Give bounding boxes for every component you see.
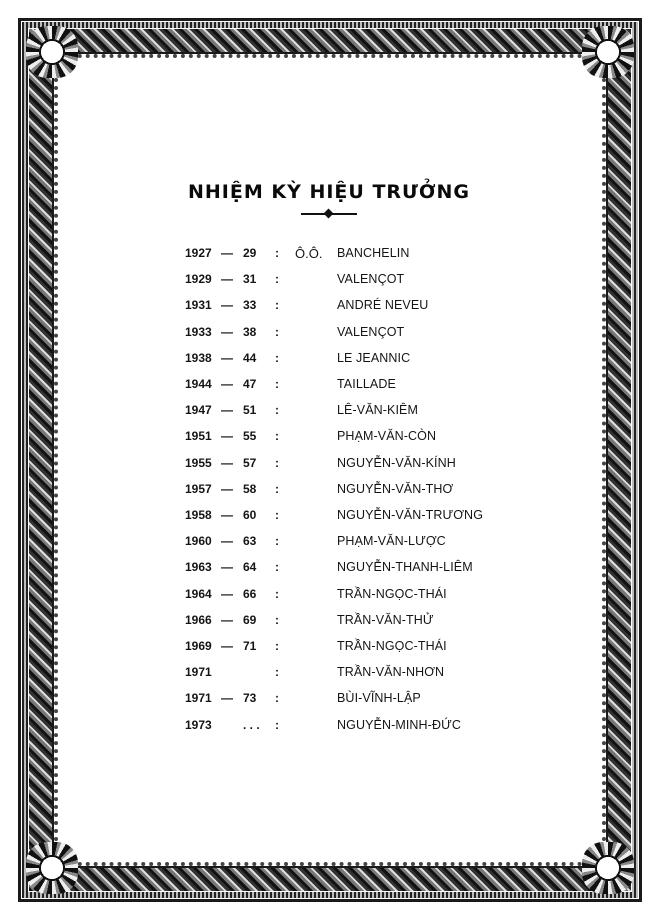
roster-start: 1933 [185, 324, 212, 339]
roster-end: 66 [243, 586, 257, 601]
roster-start: 1944 [185, 377, 212, 391]
roster-end: . . . [243, 717, 260, 732]
roster-end: 47 [243, 377, 257, 391]
roster-colon: : [275, 639, 279, 653]
roster-start: 1969 [185, 639, 212, 653]
roster-end: 51 [243, 403, 257, 418]
roster-name: TRẦN-NGỌC-THÁI [337, 586, 447, 601]
roster-dash: — [221, 586, 233, 601]
roster-row [63, 508, 595, 528]
roster-row [63, 718, 595, 738]
roster-name: NGUYỄN-THANH-LIÊM [337, 560, 473, 575]
roster-colon: : [275, 272, 279, 287]
roster-name: NGUYỄN-VĂN-TRƯƠNG [337, 508, 484, 522]
roster-dash: — [221, 639, 233, 653]
roster-end: 73 [243, 691, 257, 706]
roster-dash: — [221, 350, 233, 365]
roster-dash: — [221, 403, 233, 418]
roster-start: 1958 [185, 508, 212, 522]
roster-end: 38 [243, 324, 257, 339]
roster-name: ANDRÉ NEVEU [337, 298, 429, 313]
roster-row [63, 613, 595, 633]
roster-colon: : [275, 691, 279, 706]
roster-dash: — [221, 324, 233, 339]
roster-start: 1971 [185, 691, 212, 706]
roster-name: PHẠM-VĂN-LƯỢC [337, 534, 446, 549]
roster-row [63, 456, 595, 476]
roster-start: 1971 [185, 665, 212, 680]
roster-name: BÙI-VĨNH-LẬP [337, 691, 421, 706]
roster-name: PHẠM-VĂN-CÒN [337, 429, 437, 444]
roster-colon: : [275, 560, 279, 575]
roster-name: TRẦN-VĂN-THỬ [337, 612, 434, 627]
roster-start: 1973 [185, 717, 212, 732]
roster-colon: : [275, 350, 279, 365]
roster-end: 29 [243, 246, 257, 260]
roster-end: 58 [243, 481, 257, 496]
roster-row [63, 246, 595, 266]
roster-row [63, 587, 595, 607]
roster-end: 60 [243, 508, 257, 522]
roster-name: NGUYỄN-VĂN-THƠ [337, 481, 454, 496]
roster-row [63, 272, 595, 292]
roster-end: 69 [243, 612, 257, 627]
roster-name: TRẦN-VĂN-NHƠN [337, 665, 445, 680]
page-title: NHIỆM KỲ HIỆU TRƯỞNG [187, 181, 471, 203]
roster-colon: : [275, 246, 279, 260]
roster-dash: — [221, 246, 233, 260]
roster-dash: — [221, 508, 233, 522]
roster-dash: — [221, 612, 233, 627]
roster-dash: — [221, 534, 233, 549]
roster-name: LE JEANNIC [337, 350, 411, 365]
roster-end: 64 [243, 560, 257, 575]
roster-dash: — [221, 481, 233, 496]
roster-colon: : [275, 612, 279, 627]
roster-row [63, 534, 595, 554]
roster-colon: : [275, 508, 279, 522]
roster-name: BANCHELIN [337, 246, 410, 260]
roster-dash: — [221, 272, 233, 287]
roster-start: 1947 [185, 403, 212, 418]
roster-name: VALENÇOT [337, 324, 405, 339]
roster-colon: : [275, 455, 279, 470]
roster-row [63, 691, 595, 711]
roster-start: 1955 [185, 455, 212, 470]
roster-row [63, 482, 595, 502]
page-content [63, 63, 595, 855]
roster-row [63, 429, 595, 449]
roster-colon: : [275, 717, 279, 732]
roster-start: 1938 [185, 350, 212, 365]
roster-start: 1960 [185, 534, 212, 549]
roster-end: 44 [243, 350, 257, 365]
roster-end: 33 [243, 298, 257, 313]
roster-dash: — [221, 455, 233, 470]
roster-start: 1957 [185, 481, 212, 496]
roster-end: 71 [243, 639, 257, 653]
roster-colon: : [275, 534, 279, 549]
roster-dash: — [221, 691, 233, 706]
roster-name: TRẦN-NGỌC-THÁI [337, 639, 447, 653]
roster-dash: — [221, 429, 233, 444]
roster-dash: — [221, 298, 233, 313]
roster-colon: : [275, 403, 279, 418]
roster-dash: — [221, 377, 233, 391]
roster-row [63, 665, 595, 685]
roster-row [63, 403, 595, 423]
roster-dash: — [221, 560, 233, 575]
roster-honor: Ô.Ô. [295, 246, 323, 261]
title-divider-ornament [301, 213, 357, 215]
roster-colon: : [275, 377, 279, 391]
roster-colon: : [275, 665, 279, 680]
roster-start: 1929 [185, 272, 212, 287]
roster-end: 31 [243, 272, 257, 287]
roster-colon: : [275, 298, 279, 313]
roster-name: NGUYỄN-MINH-ĐỨC [337, 717, 461, 732]
roster-row [63, 639, 595, 659]
roster-start: 1951 [185, 429, 212, 444]
roster-colon: : [275, 481, 279, 496]
roster-row [63, 325, 595, 345]
roster-start: 1964 [185, 586, 212, 601]
roster-name: LÊ-VĂN-KIÊM [337, 403, 418, 418]
roster-start: 1927 [185, 246, 212, 260]
roster-name: NGUYỄN-VĂN-KÍNH [337, 455, 456, 470]
roster-start: 1931 [185, 298, 212, 313]
roster-end: 55 [243, 429, 257, 444]
roster-name: VALENÇOT [337, 272, 405, 287]
roster-start: 1963 [185, 560, 212, 575]
roster-start: 1966 [185, 612, 212, 627]
roster-colon: : [275, 429, 279, 444]
roster-row [63, 298, 595, 318]
roster-name: TAILLADE [337, 377, 396, 391]
roster-colon: : [275, 586, 279, 601]
roster-row [63, 351, 595, 371]
roster-end: 63 [243, 534, 257, 549]
roster-end: 57 [243, 455, 257, 470]
roster-row [63, 560, 595, 580]
roster-row [63, 377, 595, 397]
roster-colon: : [275, 324, 279, 339]
